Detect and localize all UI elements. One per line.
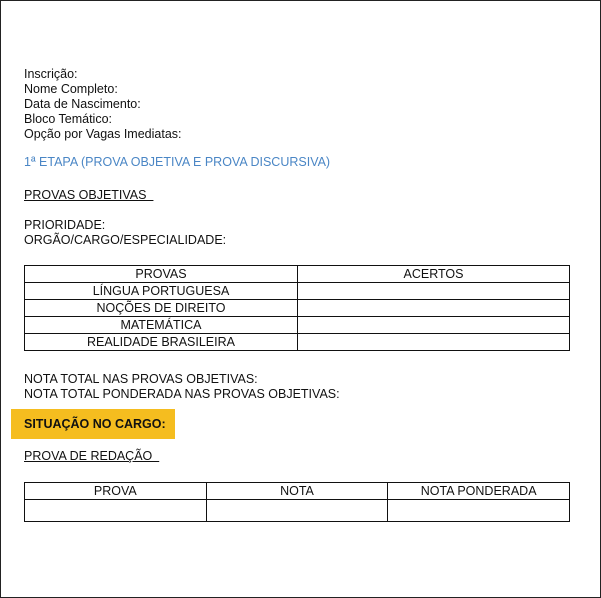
nota-cell — [206, 500, 388, 522]
nota-total-label: NOTA TOTAL NAS PROVAS OBJETIVAS: — [24, 372, 258, 386]
data-nascimento-label: Data de Nascimento: — [24, 97, 141, 111]
redacao-table — [24, 482, 570, 522]
nota-ponderada-cell — [388, 500, 570, 522]
header-prova: PROVA — [25, 483, 207, 500]
acertos-cell — [298, 300, 570, 317]
prova-name-cell: REALIDADE BRASILEIRA — [25, 334, 298, 351]
provas-objetivas-heading: PROVAS OBJETIVAS — [24, 188, 154, 202]
nota-ponderada-label: NOTA TOTAL PONDERADA NAS PROVAS OBJETIVAS: — [24, 387, 340, 401]
table-header-row — [25, 266, 570, 283]
opcao-vagas-label: Opção por Vagas Imediatas: — [24, 127, 182, 141]
header-provas: PROVAS — [25, 266, 298, 283]
table-row — [25, 317, 570, 334]
orgao-cargo-label: ORGÃO/CARGO/ESPECIALIDADE: — [24, 233, 227, 247]
table-header-row — [25, 483, 570, 500]
prova-name-cell: NOÇÕES DE DIREITO — [25, 300, 298, 317]
etapa-heading: 1ª ETAPA (PROVA OBJETIVA E PROVA DISCURSIVA) — [24, 155, 331, 169]
table-row — [25, 300, 570, 317]
acertos-cell — [298, 334, 570, 351]
prioridade-label: PRIORIDADE: — [24, 218, 106, 232]
provas-table — [24, 265, 570, 351]
header-nota-ponderada: NOTA PONDERADA — [388, 483, 570, 500]
prova-name-cell: LÍNGUA PORTUGUESA — [25, 283, 298, 300]
header-acertos: ACERTOS — [298, 266, 570, 283]
situacao-banner: SITUAÇÃO NO CARGO: — [11, 409, 175, 439]
notas-section — [24, 372, 340, 402]
prioridade-section — [24, 218, 226, 248]
nome-completo-label: Nome Completo: — [24, 82, 118, 96]
candidate-info — [24, 67, 182, 142]
table-row — [25, 334, 570, 351]
prova-redacao-heading: PROVA DE REDAÇÃO — [24, 449, 160, 463]
prova-cell — [25, 500, 207, 522]
acertos-cell — [298, 283, 570, 300]
header-nota: NOTA — [206, 483, 388, 500]
table-row — [25, 283, 570, 300]
bloco-tematico-label: Bloco Temático: — [24, 112, 113, 126]
inscricao-label: Inscrição: — [24, 67, 78, 81]
acertos-cell — [298, 317, 570, 334]
table-row — [25, 500, 570, 522]
prova-name-cell: MATEMÁTICA — [25, 317, 298, 334]
